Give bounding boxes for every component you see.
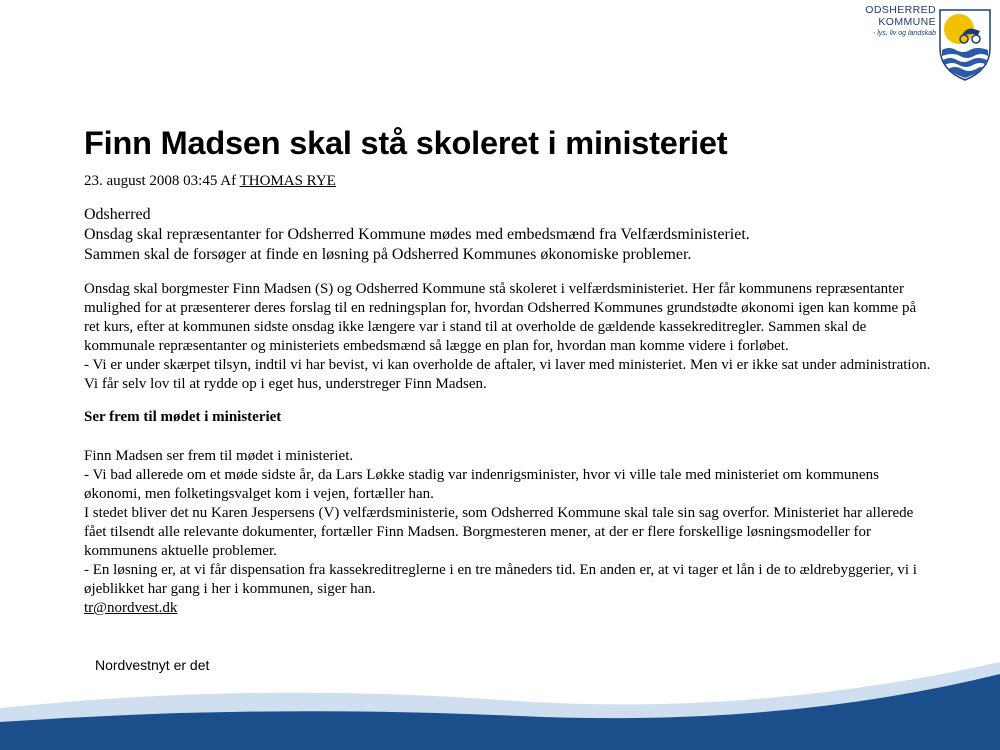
article-subheading: Ser frem til mødet i ministeriet	[84, 409, 282, 425]
logo-text	[858, 4, 936, 37]
logo-line1: ODSHERRED	[865, 4, 936, 16]
lead-line: Sammen skal de forsøger at finde en løsning på Odsherred Kommunes økonomiske problemer.	[84, 246, 692, 263]
article-byline	[84, 172, 934, 191]
byline-date: 23. august 2008 03:45 Af	[84, 173, 237, 189]
body-paragraph: - Vi er under skærpet tilsyn, indtil vi har bevist, vi kan overholde de aftaler, vi laver med ministeriet. Men vi er ikke sat under administration. Vi får selv lov til at rydde op i eget hus, understreger Finn Madsen.	[84, 357, 931, 392]
body-paragraph: - Vi bad allerede om et møde sidste år, da Lars Løkke stadig var indenrigsminister, hvor vi ville tale med ministeriet om kommunens økonomi, men folketingsvalget kom i vejen, fortæller han.	[84, 467, 879, 502]
logo-line2: KOMMUNE	[878, 16, 936, 28]
body-paragraph: I stedet bliver det nu Karen Jespersens (V) velfærdsministerie, som Odsherred Kommune skal tale sin sag overfor. Ministeriet har allerede fået tilsendt alle relevante dokumenter, fortæller Finn Madsen. Borgmesteren mener, at der er flere forskellige løsningsmodeller for kommunens aktuelle problemer.	[84, 505, 914, 559]
cutoff-text: Nordvestnyt er det	[95, 657, 210, 673]
crest-icon	[938, 8, 992, 82]
author-email-link[interactable]: tr@nordvest.dk	[84, 600, 178, 616]
article-lead	[84, 205, 934, 265]
lead-location: Odsherred	[84, 206, 151, 223]
byline-author-link[interactable]: THOMAS RYE	[239, 173, 336, 189]
lead-line: Onsdag skal repræsentanter for Odsherred Kommune mødes med embedsmænd fra Velfærdsministeriet.	[84, 226, 750, 243]
article-headline: Finn Madsen skal stå skoleret i ministeriet	[84, 125, 728, 161]
odsherred-logo	[858, 4, 998, 84]
body-paragraph: Onsdag skal borgmester Finn Madsen (S) og Odsherred Kommune stå skoleret i velfærdsministeriet. Her får kommunens repræsentanter mulighed for at præsenterer deres forslag til en redningsplan for, hvordan Odsherred Kommunes grundstødte økonomi igen kan komme på ret kurs, efter at kommunen sidste onsdag ikke længere var i stand til at overholde de gældende kassekreditregler. Sammen skal de kommunale repræsentanter og ministeriets embedsmænd så lægge en plan for, hvordan man komme videre i forløbet.	[84, 281, 917, 354]
article	[84, 120, 934, 618]
body-paragraph: Finn Madsen ser frem til mødet i ministeriet.	[84, 448, 354, 464]
body-paragraph: - En løsning er, at vi får dispensation fra kassekreditreglerne i en tre måneders tid. En anden er, at vi tager et lån i de to ældrebyggerier, vi i øjeblikket har gang i her i kommunen, siger han.	[84, 562, 917, 597]
article-body-section2	[84, 447, 934, 599]
footer-wave	[0, 660, 1000, 750]
logo-tagline: - lys, liv og landskab	[872, 30, 936, 37]
article-body	[84, 280, 934, 394]
